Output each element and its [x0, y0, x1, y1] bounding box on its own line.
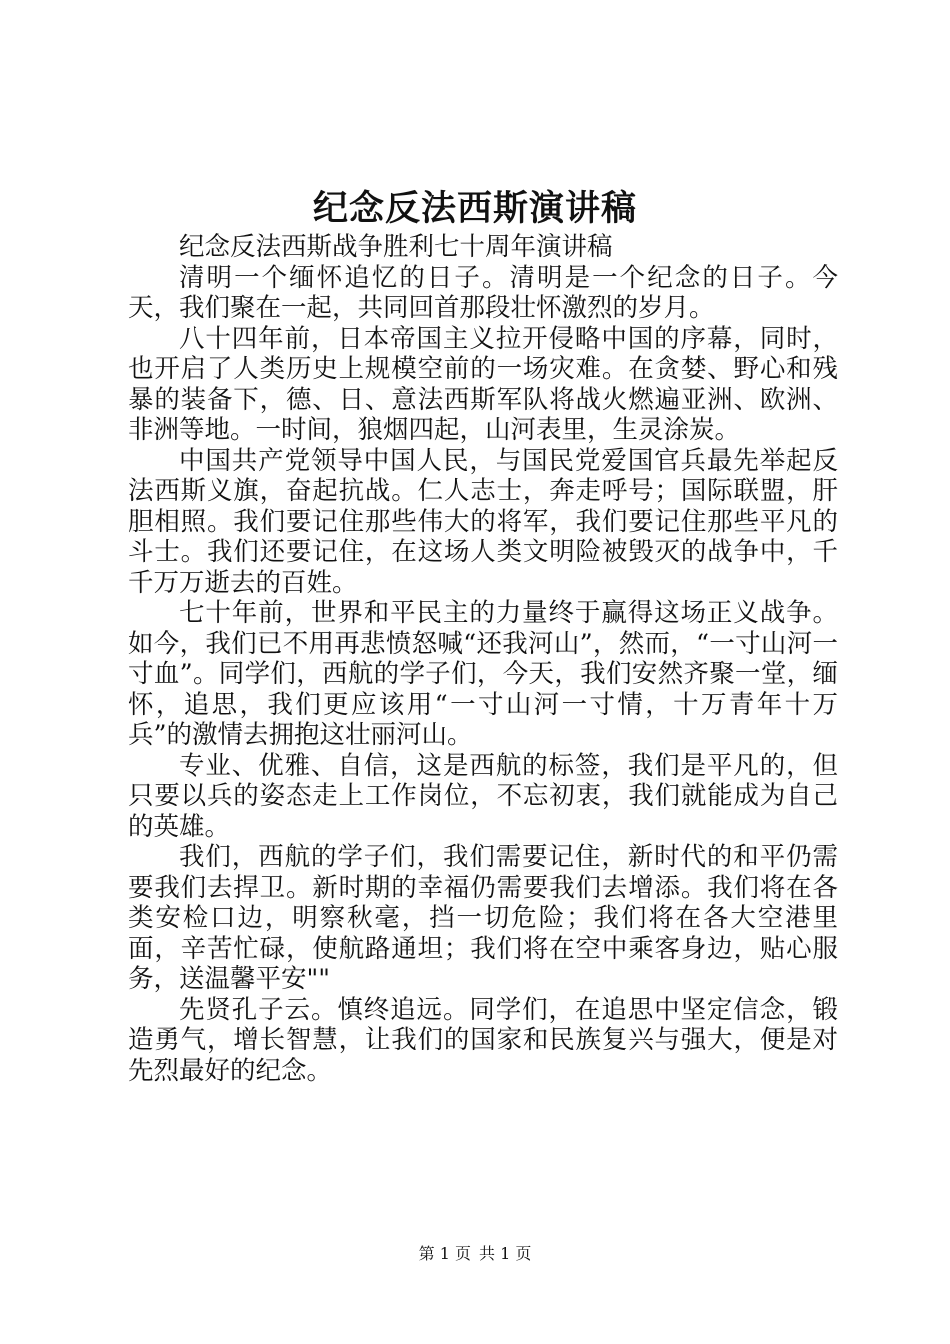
paragraph: 清明一个缅怀追忆的日子。清明是一个纪念的日子。今天，我们聚在一起，共同回首那段壮怀激烈的岁月。 — [128, 262, 838, 323]
document-body — [128, 232, 838, 1086]
paragraph: 七十年前，世界和平民主的力量终于赢得这场正义战争。如今，我们已不用再悲愤怒喊“还我河山”，然而，“一寸山河一寸血”。同学们，西航的学子们，今天，我们安然齐聚一堂，缅怀，追思，我们更应该用“一寸山河一寸情，十万青年十万兵”的激情去拥抱这壮丽河山。 — [128, 598, 838, 750]
page-footer — [0, 1244, 950, 1264]
paragraph: 我们，西航的学子们，我们需要记住，新时代的和平仍需要我们去捍卫。新时期的幸福仍需要我们去增添。我们将在各类安检口边，明察秋毫，挡一切危险；我们将在各大空港里面，辛苦忙碌，使航路通坦；我们将在空中乘客身边，贴心服务，送温馨平安"" — [128, 842, 838, 994]
document-title: 纪念反法西斯演讲稿 — [312, 188, 637, 229]
page-number-total: 共 1 页 — [479, 1244, 532, 1263]
page-number-current: 第 1 页 — [418, 1244, 471, 1263]
paragraph: 中国共产党领导中国人民，与国民党爱国官兵最先举起反法西斯义旗，奋起抗战。仁人志士，奔走呼号；国际联盟，肝胆相照。我们要记住那些伟大的将军，我们要记住那些平凡的斗士。我们还要记住，在这场人类文明险被毁灭的战争中，千千万万逝去的百姓。 — [128, 445, 838, 598]
paragraph-subtitle: 纪念反法西斯战争胜利七十周年演讲稿 — [179, 232, 613, 262]
paragraph: 专业、优雅、自信，这是西航的标签，我们是平凡的，但只要以兵的姿态走上工作岗位，不忘初衷，我们就能成为自己的英雄。 — [128, 750, 838, 842]
paragraph: 先贤孔子云。慎终追远。同学们，在追思中坚定信念，锻造勇气，增长智慧，让我们的国家和民族复兴与强大，便是对先烈最好的纪念。 — [128, 994, 838, 1086]
paragraph: 八十四年前，日本帝国主义拉开侵略中国的序幕，同时，也开启了人类历史上规模空前的一场灾难。在贪婪、野心和残暴的装备下，德、日、意法西斯军队将战火燃遍亚洲、欧洲、非洲等地。一时间，狼烟四起，山河表里，生灵涂炭。 — [128, 323, 838, 445]
